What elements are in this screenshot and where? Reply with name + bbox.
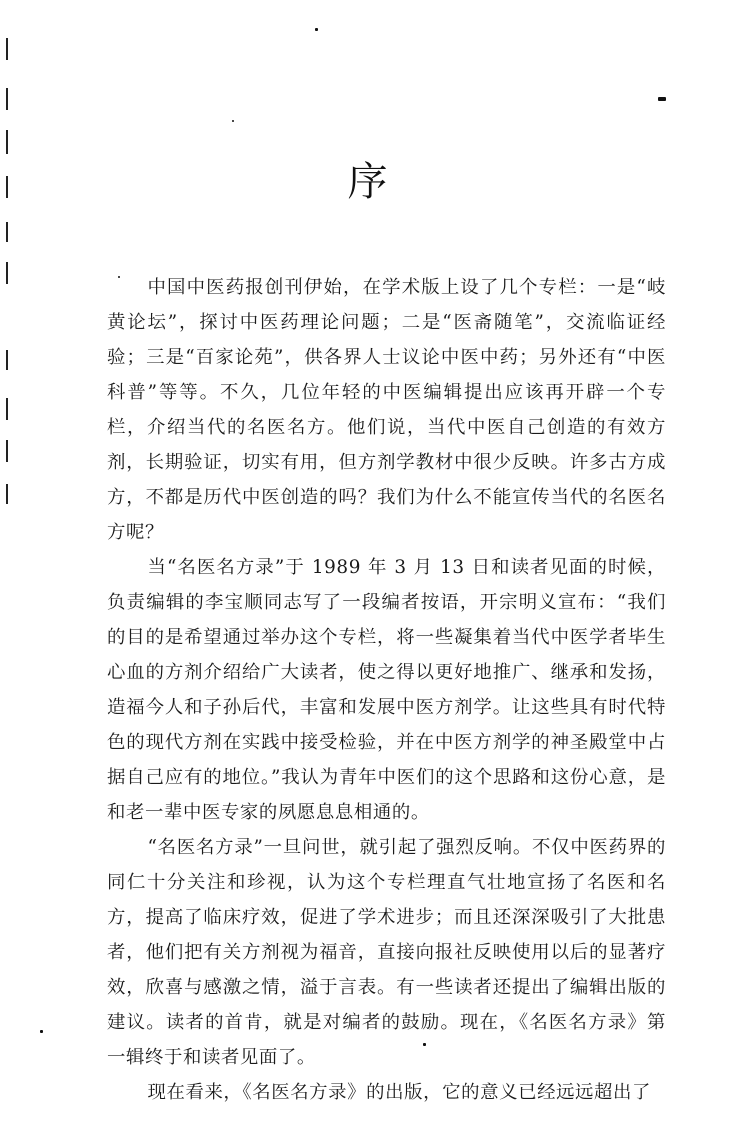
scan-edge-mark: [6, 350, 8, 370]
scan-edge-mark: [6, 262, 8, 284]
scan-edge-mark: [6, 38, 8, 60]
paragraph: “名医名方录”一旦问世，就引起了强烈反响。不仅中医药界的同仁十分关注和珍视，认为这个专栏理直气壮地宣扬了名医和名方，提高了临床疗效，促进了学术进步；而且还深深吸引了大批患者，他们把有关方剂视为福音，直接向报社反映使用以后的显著疗效，欣喜与感激之情，溢于言表。有一些读者还提出了编辑出版的建议。读者的首肯，就是对编者的鼓励。现在，《名医名方录》第一辑终于和读者见面了。: [107, 837, 666, 1068]
scan-speck: [40, 1030, 43, 1033]
scan-edge-mark: [6, 398, 8, 420]
body-text: [107, 270, 666, 1110]
paragraph: 现在看来，《名医名方录》的出版，它的意义已经远远超出了: [147, 1082, 652, 1103]
scan-edge-mark: [6, 88, 8, 110]
scan-edge-mark: [6, 222, 8, 242]
scan-speck: [658, 97, 666, 101]
scan-speck: [232, 120, 234, 122]
paragraph: 中国中医药报创刊伊始，在学术版上设了几个专栏：一是“岐黄论坛”，探讨中医药理论问题；二是“医斋随笔”，交流临证经验；三是“百家论苑”，供各界人士议论中医中药；另外还有“中医科普”等等。不久，几位年轻的中医编辑提出应该再开辟一个专栏，介绍当代的名医名方。他们说，当代中医自己创造的有效方剂，长期验证，切实有用，但方剂学教材中很少反映。许多古方成方，不都是历代中医创造的吗？我们为什么不能宣传当代的名医名方呢？: [107, 277, 666, 543]
scan-edge-mark: [6, 440, 8, 462]
page-title: 序: [347, 159, 390, 205]
paragraph: 当“名医名方录”于 1989 年 3 月 13 日和读者见面的时候，负责编辑的李宝顺同志写了一段编者按语，开宗明义宣布：“我们的目的是希望通过举办这个专栏，将一些凝集着当代中医学者毕生心血的方剂介绍给广大读者，使之得以更好地推广、继承和发扬，造福今人和子孙后代，丰富和发展中医方剂学。让这些具有时代特色的现代方剂在实践中接受检验，并在中医方剂学的神圣殿堂中占据自己应有的地位。”我认为青年中医们的这个思路和这份心意，是和老一辈中医专家的夙愿息息相通的。: [107, 557, 666, 823]
scan-edge-mark: [6, 484, 8, 504]
scan-speck: [315, 28, 318, 31]
